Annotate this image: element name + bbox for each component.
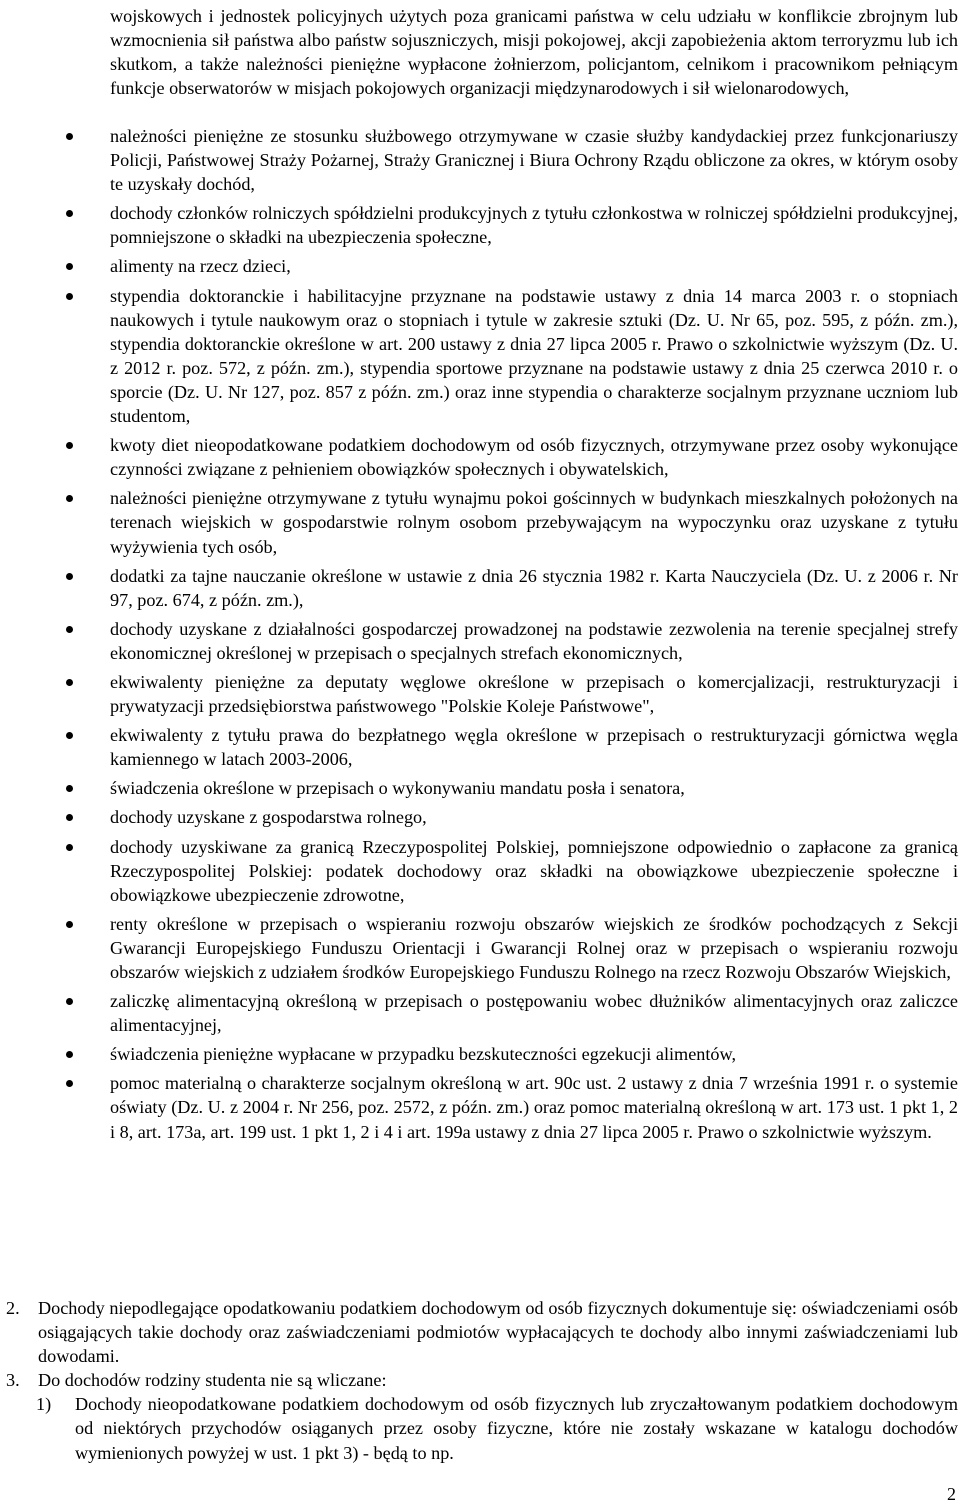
item-number: 2. [6,1298,20,1318]
sub-item-number: 1) [36,1394,52,1415]
list-item-text: świadczenia pieniężne wypłacane w przypadku bezskuteczności egzekucji alimentów, [110,1044,737,1065]
list-item-text: należności pieniężne otrzymywane z tytułu wynajmu pokoi gościnnych w budynkach mieszkalnych położonych na terenach wiejskich w gospodarstwie rolnym osobom przebywającym na wypoczynku oraz uzyskane z tytułu wyżywienia tych osób, [110,488,958,557]
sub-item-text: Dochody nieopodatkowane podatkiem dochodowym od osób fizycznych lub zryczałtowanym podatkiem dochodowym od niektórych przychodów osiąganych przez osoby fizyczne, które nie zostały wskazane w katalogu dochodów wymienionych powyżej w ust. 1 pkt 3) - będą to np. [75,1394,958,1463]
list-item [110,201,958,249]
bullet-icon [66,210,73,217]
bullet-icon [66,814,73,821]
list-item-text: renty określone w przepisach o wspieraniu rozwoju obszarów wiejskich ze środków pochodzących z Sekcji Gwarancji Europejskiego Funduszu Orientacji i Gwarancji Rolnej oraz w przepisach o wspieraniu rozwoju obszarów wiejskich z udziałem środków Europejskiego Funduszu Rolnego na rzecz Rozwoju Obszarów Wiejskich, [110,913,958,982]
bullet-icon [66,573,73,580]
item-text: Do dochodów rodziny studenta nie są wliczane: [38,1370,387,1391]
list-item-text: dodatki za tajne nauczanie określone w ustawie z dnia 26 stycznia 1982 r. Karta Nauczyciela (Dz. U. z 2006 r. Nr 97, poz. 674, z późn. zm.), [110,565,958,610]
list-item-text: zaliczkę alimentacyjną określoną w przepisach o postępowaniu wobec dłużników alimentacyjnych oraz zaliczce alimentacyjnej, [110,991,958,1036]
bullet-icon [66,133,73,140]
continued-paragraph: wojskowych i jednostek policyjnych użytych poza granicami państwa w celu udziału w konflikcie zbrojnym lub wzmocnienia sił państwa albo państw sojuszniczych, misji pokojowej, akcji zapobieżenia aktom terroryzmu lub ich skutkom, a także należności pieniężne wypłacone żołnierzom, policjantom, celnikom i pracownikom pełniącym funkcje obserwatorów w misjach pokojowych organizacji międzynarodowych i sił wielonarodowych, [110,6,958,99]
list-item-text: dochody uzyskiwane za granicą Rzeczypospolitej Polskiej, pomniejszone odpowiednio o zapłacone za granicą Rzeczypospolitej Polskiej: podatek dochodowy oraz składki na obowiązkowe ubezpieczenie społeczne i obowiązkowe ubezpieczenie zdrowotne, [110,836,958,905]
list-item [110,433,958,481]
list-item-text: kwoty diet nieopodatkowane podatkiem dochodowym od osób fizycznych, otrzymywane przez osoby wykonujące czynności związane z pełnieniem obowiązków społecznych i obywatelskich, [110,435,958,480]
list-item-text: dochody członków rolniczych spółdzielni produkcyjnych z tytułu członkostwa w rolniczej spółdzielni produkcyjnej, pomniejszone o składki na ubezpieczenia społeczne, [110,203,958,248]
list-item-text: dochody uzyskane z gospodarstwa rolnego, [110,807,427,828]
bullet-icon [66,998,73,1005]
list-item-text: alimenty na rzecz dzieci, [110,256,291,277]
list-item-text: ekwiwalenty z tytułu prawa do bezpłatnego węgla określone w przepisach o restrukturyzacji górnictwa węgla kamiennego w latach 2003-2006, [110,725,958,770]
sub-item-1 [36,1392,958,1464]
list-item-text: należności pieniężne ze stosunku służbowego otrzymywane w czasie służby kandydackiej przez funkcjonariuszy Policji, Państwowej Straży Pożarnej, Straży Granicznej i Biura Ochrony Rządu obliczone za okres, w którym osoby te uzyskały dochód, [110,126,958,195]
list-item [110,564,958,612]
list-item [110,1071,958,1143]
list-item [110,124,958,196]
bullet-icon [66,921,73,928]
list-item [110,617,958,665]
bullet-icon [66,732,73,739]
bullet-icon [66,263,73,270]
bullet-icon [66,293,73,300]
list-item [110,486,958,558]
bullet-icon [66,785,73,792]
page-number: 2 [947,1484,956,1504]
list-item [110,1042,958,1066]
list-item [110,835,958,907]
numbered-section [0,1296,960,1465]
numbered-item-3 [6,1368,958,1392]
list-item-text: stypendia doktoranckie i habilitacyjne przyznane na podstawie ustawy z dnia 14 marca 2003 r. o stopniach naukowych i tytule naukowym oraz o stopniach i tytule w zakresie sztuki (Dz. U. Nr 65, poz. 595, z późn. zm.), stypendia doktoranckie określone w art. 200 ustawy z dnia 27 lipca 2005 r. Prawo o szkolnictwie wyższym (Dz. U. z 2012 r. poz. 572, z późn. zm.), stypendia sportowe przyznane na podstawie ustawy z dnia 25 czerwca 2010 r. o sporcie (Dz. U. Nr 127, poz. 857 z późn. zm.) oraz inne stypendia o charakterze socjalnym przyznane uczniom lub studentom, [110,285,958,427]
bullet-icon [66,844,73,851]
list-item-text: ekwiwalenty pieniężne za deputaty węglowe określone w przepisach o komercjalizacji, restrukturyzacji i prywatyzacji przedsiębiorstwa państwowego "Polskie Koleje Państwowe", [110,671,958,717]
list-item [110,776,958,800]
list-item [110,723,958,771]
list-item-text: dochody uzyskane z działalności gospodarczej prowadzonej na podstawie zezwolenia na terenie specjalnej strefy ekonomicznej określonej w przepisach o specjalnych strefach ekonomicznych, [110,618,958,663]
bullet-icon [66,626,73,633]
item-text: Dochody niepodlegające opodatkowaniu podatkiem dochodowym od osób fizycznych dokumentuje się: oświadczeniami osób osiągających takie dochody oraz zaświadczeniami podmiotów wypłacających te dochody albo innymi zaświadczeniami lub dowodami. [38,1298,958,1367]
bullet-icon [66,442,73,449]
list-item [110,912,958,984]
list-item-text: pomoc materialną o charakterze socjalnym określoną w art. 90c ust. 2 ustawy z dnia 7 września 1991 r. o systemie oświaty (Dz. U. z 2004 r. Nr 256, poz. 2572, z późn. zm.) oraz pomoc materialną określoną w art. 173 ust. 1 pkt 1, 2 i 8, art. 173a, art. 199 ust. 1 pkt 1, 2 i 4 i art. 199a ustawy z dnia 27 lipca 2005 r. Prawo o szkolnictwie wyższym. [110,1073,958,1142]
list-item [110,989,958,1037]
bullet-icon [66,1051,73,1058]
list-item [110,805,958,829]
bullet-icon [66,495,73,502]
list-item [110,670,958,718]
list-item [110,284,958,429]
item-number: 3. [6,1370,20,1391]
list-item [110,254,958,278]
list-item-text: świadczenia określone w przepisach o wykonywaniu mandatu posła i senatora, [110,778,685,799]
bullet-icon [66,679,73,686]
numbered-item-2 [6,1296,958,1368]
bullet-list [0,124,960,1149]
bullet-icon [66,1080,73,1087]
